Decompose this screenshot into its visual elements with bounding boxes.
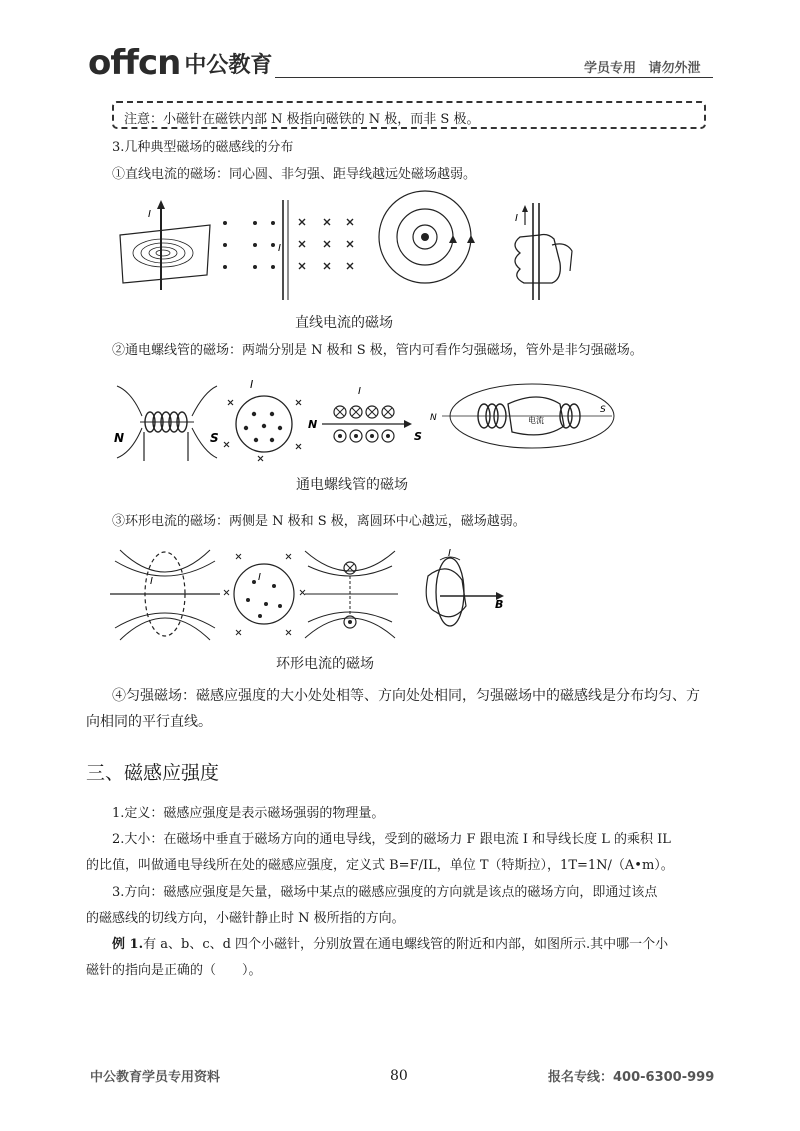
example-line2: 磁针的指向是正确的（ ）。 <box>86 963 262 978</box>
svg-text:S: S <box>414 430 422 443</box>
example-line1 <box>112 935 668 955</box>
solenoid-desc: ②通电螺线管的磁场：两端分别是 N 极和 S 极，管内可看作匀强磁场，管外是非匀强磁场。 <box>112 343 643 358</box>
svg-text:I: I <box>258 572 261 583</box>
loop-current-caption: 环形电流的磁场 <box>276 656 374 672</box>
solenoid-s-label: S <box>210 431 219 445</box>
solenoid-n-label: N <box>114 431 125 445</box>
solenoid-i-label: I <box>250 378 254 391</box>
solenoid-coil-text: 电流 <box>528 416 544 425</box>
offcn-logo <box>88 40 273 83</box>
logo-latin: offcn <box>88 43 181 83</box>
svg-text:I: I <box>148 209 151 220</box>
definition-paragraph: 1.定义：磁感应强度是表示磁场强弱的物理量。 <box>112 806 385 821</box>
uniform-field-line1: ④匀强磁场：磁感应强度的大小处处相等、方向处处相同，匀强磁场中的磁感线是分布均匀、方 <box>112 688 700 704</box>
section-title: 三、磁感应强度 <box>86 762 220 784</box>
svg-text:N: N <box>430 413 437 423</box>
svg-text:I: I <box>150 576 153 587</box>
direction-line2: 的磁感线的切线方向，小磁针静止时 N 极所指的方向。 <box>86 911 405 926</box>
footer-left: 中公教育学员专用资料 <box>90 1070 221 1085</box>
footer-hotline: 报名专线：400-6300-999 <box>548 1070 715 1085</box>
header-rule <box>275 77 713 78</box>
magnitude-line2: 的比值，叫做通电导线所在处的磁感应强度，定义式 B=F/IL，单位 T（特斯拉），1T=1N/（A•m）。 <box>86 858 674 873</box>
svg-text:N: N <box>308 418 318 431</box>
logo-chinese: 中公教育 <box>184 53 273 78</box>
straight-current-desc: ①直线电流的磁场：同心圆、非匀强、距导线越远处磁场越弱。 <box>112 167 477 182</box>
solenoid-caption: 通电螺线管的磁场 <box>296 477 408 493</box>
uniform-field-line2: 向相同的平行直线。 <box>86 714 212 730</box>
svg-text:I: I <box>515 213 518 224</box>
loop-i-label: I <box>448 548 451 559</box>
straight-current-figure <box>115 195 585 310</box>
page-number: 80 <box>390 1068 408 1084</box>
loop-current-figure <box>110 546 520 646</box>
direction-line1: 3.方向：磁感应强度是矢量，磁场中某点的磁感应强度的方向就是该点的磁场方向，即通过该点 <box>112 885 658 900</box>
example-label: 例 1. <box>112 937 144 952</box>
header-tagline: 学员专用 请勿外泄 <box>584 61 701 76</box>
svg-text:I: I <box>358 386 361 397</box>
subsection-title: 3.几种典型磁场的磁感线的分布 <box>112 140 294 155</box>
svg-text:S: S <box>600 405 606 415</box>
example-text: 有 a、b、c、d 四个小磁针，分别放置在通电螺线管的附近和内部，如图所示.其中哪一个小 <box>143 937 669 952</box>
svg-text:I: I <box>278 243 281 254</box>
loop-current-desc: ③环形电流的磁场：两侧是 N 极和 S 极，离圆环中心越远，磁场越弱。 <box>112 514 526 529</box>
solenoid-figure <box>112 376 617 466</box>
straight-current-caption: 直线电流的磁场 <box>295 315 393 331</box>
magnitude-line1: 2.大小：在磁场中垂直于磁场方向的通电导线，受到的磁场力 F 跟电流 I 和导线长度 L 的乘积 IL <box>112 832 671 847</box>
note-text: 注意：小磁针在磁铁内部 N 极指向磁铁的 N 极，而非 S 极。 <box>124 112 480 127</box>
loop-b-label: B <box>495 598 504 611</box>
